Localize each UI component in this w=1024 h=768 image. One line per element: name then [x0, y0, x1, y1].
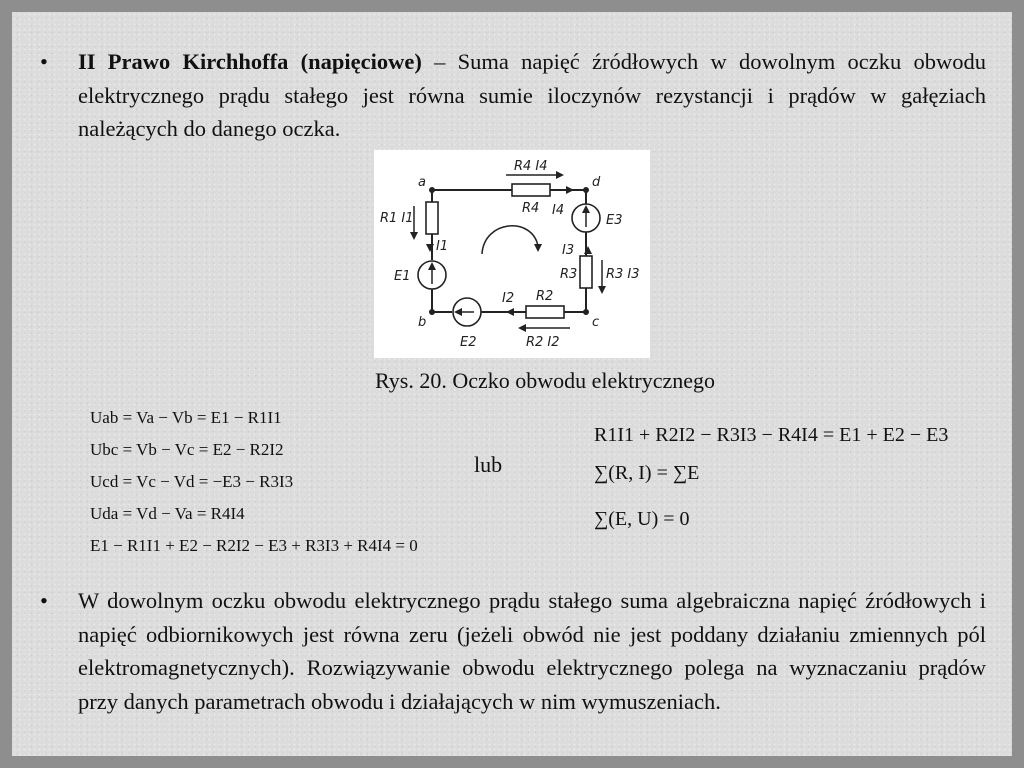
e3-label: E3 [606, 213, 623, 228]
node-d-label: d [592, 175, 601, 190]
r2-label: R2 [536, 289, 554, 304]
equation-right-2: ∑(R, I) = ∑E [594, 462, 700, 484]
law-title: II Prawo Kirchhoffa (napięciowe) [78, 49, 422, 74]
bullet-text: W dowolnym oczku obwodu elektrycznego prądu stałego suma algebraiczna napięć źródłowych i napięć odbiornikowych jest równa zeru (jeżeli obwód nie jest poddany działaniu zmiennych pól elektromagnetycznych). Rozwiązywanie obwodu elektrycznego polega na wyznaczaniu prądów przy danych parametrach obwodu i działających w nim wymuszeniach. [78, 588, 986, 714]
i4-label: I4 [552, 203, 565, 218]
e2-label: E2 [460, 335, 477, 350]
bullet-dot: • [40, 49, 48, 74]
bullet-algebraic-sum [40, 584, 986, 718]
law-text: – Suma napięć źródłowych w dowolnym oczku obwodu elektrycznego prądu stałego jest równa sumie iloczynów rezystancji i prądów w gałęziach należących do danego oczka. [78, 49, 986, 141]
equation-sum-zero: E1 − R1I1 + E2 − R2I2 − E3 + R3I3 + R4I4 = 0 [90, 536, 418, 555]
r3i3-label: R3 I3 [606, 267, 640, 282]
circuit-figure [374, 150, 650, 358]
equation-right-3: ∑(E, U) = 0 [594, 508, 690, 530]
slide [12, 12, 1012, 756]
circuit-diagram [374, 150, 650, 358]
i1-label: I1 [436, 239, 449, 254]
e1-label: E1 [394, 269, 411, 284]
node-c-label: c [592, 315, 600, 330]
i2-label: I2 [502, 291, 515, 306]
equation-right-1: R1I1 + R2I2 − R3I3 − R4I4 = E1 + E2 − E3 [594, 424, 949, 446]
r4i4-label: R4 I4 [514, 159, 548, 174]
equation-uab: Uab = Va − Vb = E1 − R1I1 [90, 408, 282, 427]
node-b-label: b [418, 315, 427, 330]
bullet-kirchhoff-law [40, 45, 986, 146]
figure-caption: Rys. 20. Oczko obwodu elektrycznego [375, 368, 716, 393]
equation-ucd: Ucd = Vc − Vd = −E3 − R3I3 [90, 472, 294, 491]
bullet-dot: • [40, 588, 48, 613]
r2i2-label: R2 I2 [526, 335, 560, 350]
r1i1-label: R1 I1 [380, 211, 414, 226]
r4-label: R4 [522, 201, 540, 216]
equation-ubc: Ubc = Vb − Vc = E2 − R2I2 [90, 440, 284, 459]
r3-label: R3 [560, 267, 578, 282]
lub-word: lub [474, 452, 503, 477]
equation-uda: Uda = Vd − Va = R4I4 [90, 504, 245, 523]
i3-label: I3 [562, 243, 575, 258]
node-a-label: a [418, 175, 426, 190]
